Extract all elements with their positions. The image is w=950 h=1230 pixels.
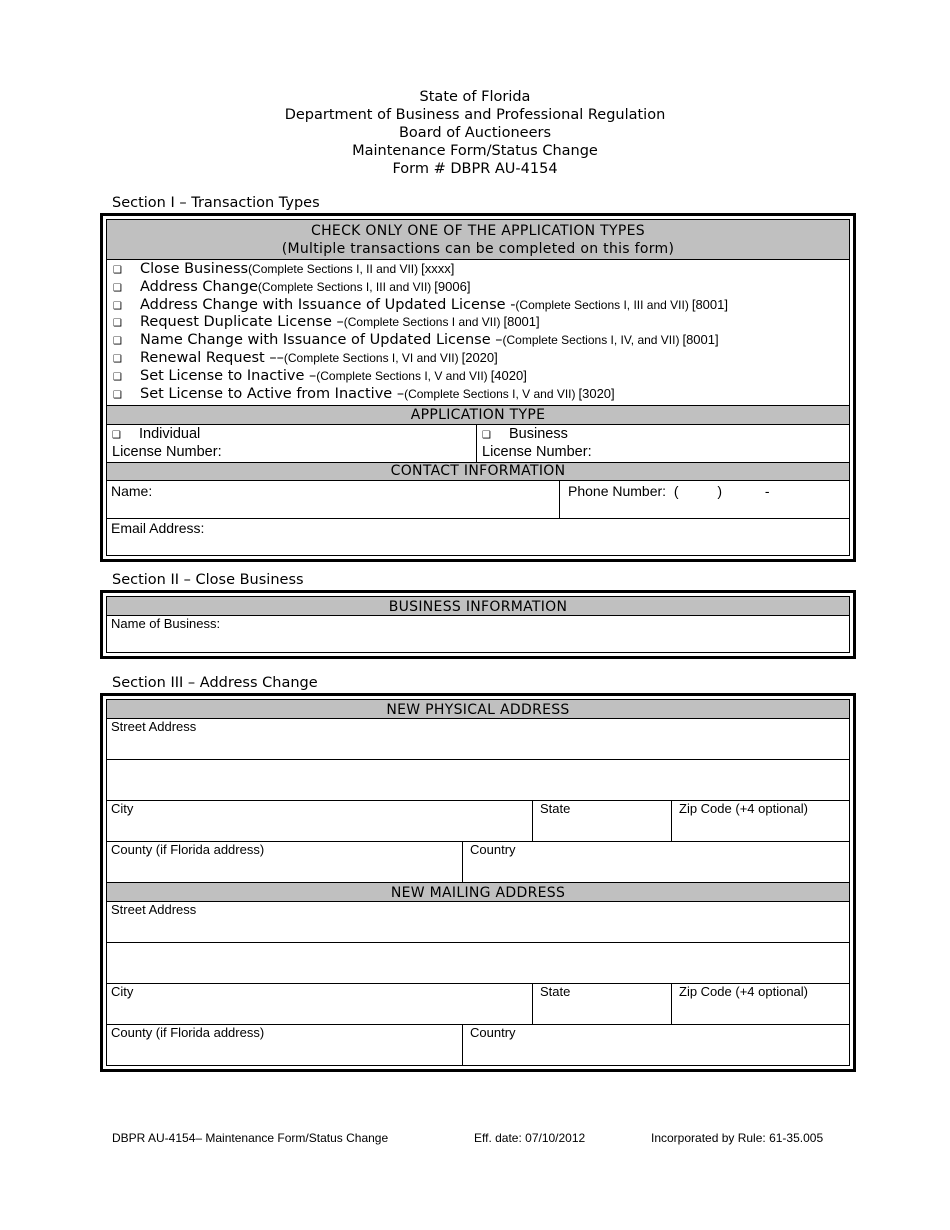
- transaction-name: Address Change: [140, 278, 258, 295]
- business-label: Business: [509, 426, 568, 443]
- section-1-frame: [100, 213, 856, 562]
- new-mailing-address-heading: NEW MAILING ADDRESS: [107, 883, 849, 902]
- individual-checkbox[interactable]: ❑: [112, 430, 121, 442]
- header-department: Department of Business and Professional Regulation: [284, 107, 666, 123]
- mailing-city-row: [107, 984, 849, 1025]
- business-name-row: [107, 616, 849, 652]
- transaction-name: Set License to Active from Inactive –: [140, 385, 405, 402]
- footer-rule: Incorporated by Rule: 61-35.005: [651, 1131, 824, 1145]
- section-3-frame: [100, 693, 856, 1072]
- mailing-street-field-2[interactable]: [107, 943, 849, 983]
- transaction-note: (Complete Sections I, II and VII): [248, 262, 419, 276]
- new-physical-address-heading: NEW PHYSICAL ADDRESS: [107, 700, 849, 719]
- transaction-code: [xxxx]: [421, 261, 455, 276]
- mailing-street-row-2: [107, 943, 849, 984]
- individual-license-number-label: License Number:: [112, 444, 222, 461]
- transaction-checkbox[interactable]: ❑: [113, 265, 122, 276]
- transaction-item: [113, 261, 849, 279]
- physical-city-field[interactable]: City: [111, 801, 134, 816]
- section-2-frame: [100, 590, 856, 659]
- transaction-item: [113, 386, 849, 404]
- transaction-checkbox[interactable]: ❑: [113, 282, 122, 294]
- header-state: State of Florida: [419, 89, 531, 105]
- physical-zip-field[interactable]: Zip Code (+4 optional): [671, 801, 849, 841]
- transaction-code: [8001]: [682, 332, 719, 348]
- physical-city-row: [107, 801, 849, 842]
- email-field[interactable]: Email Address:: [111, 520, 205, 537]
- transaction-item: [113, 332, 849, 350]
- transaction-code: [2020]: [461, 349, 498, 365]
- mailing-street-row: [107, 902, 849, 943]
- footer-form-name: DBPR AU-4154– Maintenance Form/Status Change: [112, 1131, 389, 1145]
- transaction-item: [113, 314, 849, 332]
- business-cell: [476, 425, 849, 462]
- section-1-title: Section I – Transaction Types: [112, 195, 320, 211]
- business-license-number-label: License Number:: [482, 444, 592, 461]
- physical-street-field-2[interactable]: [107, 760, 849, 800]
- business-checkbox[interactable]: ❑: [482, 430, 491, 442]
- transaction-item: [113, 297, 849, 315]
- mailing-zip-field[interactable]: Zip Code (+4 optional): [671, 984, 849, 1024]
- mailing-city-field[interactable]: City: [111, 984, 134, 999]
- transaction-name: Close Business: [140, 261, 249, 277]
- transaction-note: (Complete Sections I, III and VII): [257, 279, 432, 294]
- individual-cell: [107, 425, 476, 462]
- contact-row-1: [107, 481, 849, 519]
- transaction-note: (Complete Sections I, V and VII): [316, 368, 488, 383]
- transaction-name: Request Duplicate License –: [140, 314, 344, 331]
- check-heading: CHECK ONLY ONE OF THE APPLICATION TYPES: [311, 223, 645, 239]
- transaction-list: [107, 260, 849, 406]
- transaction-checkbox[interactable]: ❑: [113, 336, 122, 348]
- application-type-row: [107, 425, 849, 463]
- transaction-checkbox[interactable]: ❑: [113, 300, 122, 312]
- physical-county-row: [107, 842, 849, 883]
- transaction-note: (Complete Sections I, VI and VII): [283, 350, 459, 365]
- mailing-state-field[interactable]: State: [532, 984, 671, 1024]
- contact-row-2: [107, 519, 849, 555]
- header-form-title: Maintenance Form/Status Change: [352, 143, 598, 159]
- check-heading-bar: [107, 220, 849, 260]
- transaction-code: [8001]: [691, 296, 728, 312]
- transaction-code: [3020]: [578, 385, 615, 401]
- transaction-code: [8001]: [503, 314, 540, 330]
- transaction-note: (Complete Sections I, V and VII): [404, 386, 576, 401]
- transaction-item: [113, 368, 849, 386]
- physical-street-field[interactable]: Street Address: [111, 719, 197, 734]
- application-type-heading: APPLICATION TYPE: [107, 406, 849, 425]
- contact-heading: CONTACT INFORMATION: [107, 463, 849, 481]
- physical-state-field[interactable]: State: [532, 801, 671, 841]
- phone-field[interactable]: Phone Number: ( ) -: [559, 481, 849, 518]
- transaction-item: [113, 279, 849, 297]
- mailing-country-field[interactable]: Country: [462, 1025, 849, 1065]
- individual-label: Individual: [139, 426, 201, 443]
- physical-country-field[interactable]: Country: [462, 842, 849, 882]
- transaction-name: Address Change with Issuance of Updated License -: [140, 296, 516, 313]
- physical-county-field[interactable]: County (if Florida address): [111, 842, 265, 857]
- transaction-note: (Complete Sections I and VII): [343, 315, 501, 330]
- transaction-code: [4020]: [490, 367, 527, 383]
- business-name-field[interactable]: Name of Business:: [111, 616, 221, 631]
- transaction-code: [9006]: [434, 278, 471, 294]
- header-form-number: Form # DBPR AU-4154: [392, 161, 558, 177]
- transaction-checkbox[interactable]: ❑: [113, 389, 122, 401]
- mailing-county-field[interactable]: County (if Florida address): [111, 1025, 265, 1040]
- section-3-title: Section III – Address Change: [112, 675, 318, 691]
- transaction-note: (Complete Sections I, III and VII): [515, 297, 689, 312]
- check-subheading: (Multiple transactions can be completed on this form): [281, 241, 675, 257]
- physical-street-row: [107, 719, 849, 760]
- transaction-checkbox[interactable]: ❑: [113, 353, 122, 365]
- physical-street-row-2: [107, 760, 849, 801]
- transaction-checkbox[interactable]: ❑: [113, 371, 122, 383]
- section-2-title: Section II – Close Business: [112, 572, 304, 588]
- footer-effective-date: Eff. date: 07/10/2012: [474, 1131, 586, 1145]
- transaction-name: Set License to Inactive –: [140, 367, 317, 384]
- transaction-name: Renewal Request ––: [140, 349, 284, 366]
- transaction-checkbox[interactable]: ❑: [113, 318, 122, 330]
- transaction-name: Name Change with Issuance of Updated License –: [140, 332, 503, 349]
- mailing-county-row: [107, 1025, 849, 1065]
- mailing-street-field[interactable]: Street Address: [111, 902, 197, 917]
- form-header: [0, 88, 950, 178]
- business-information-heading: BUSINESS INFORMATION: [107, 597, 849, 616]
- transaction-item: [113, 350, 849, 368]
- name-field[interactable]: Name:: [111, 483, 153, 500]
- transaction-note: (Complete Sections I, IV, and VII): [502, 333, 680, 348]
- header-board: Board of Auctioneers: [398, 125, 552, 141]
